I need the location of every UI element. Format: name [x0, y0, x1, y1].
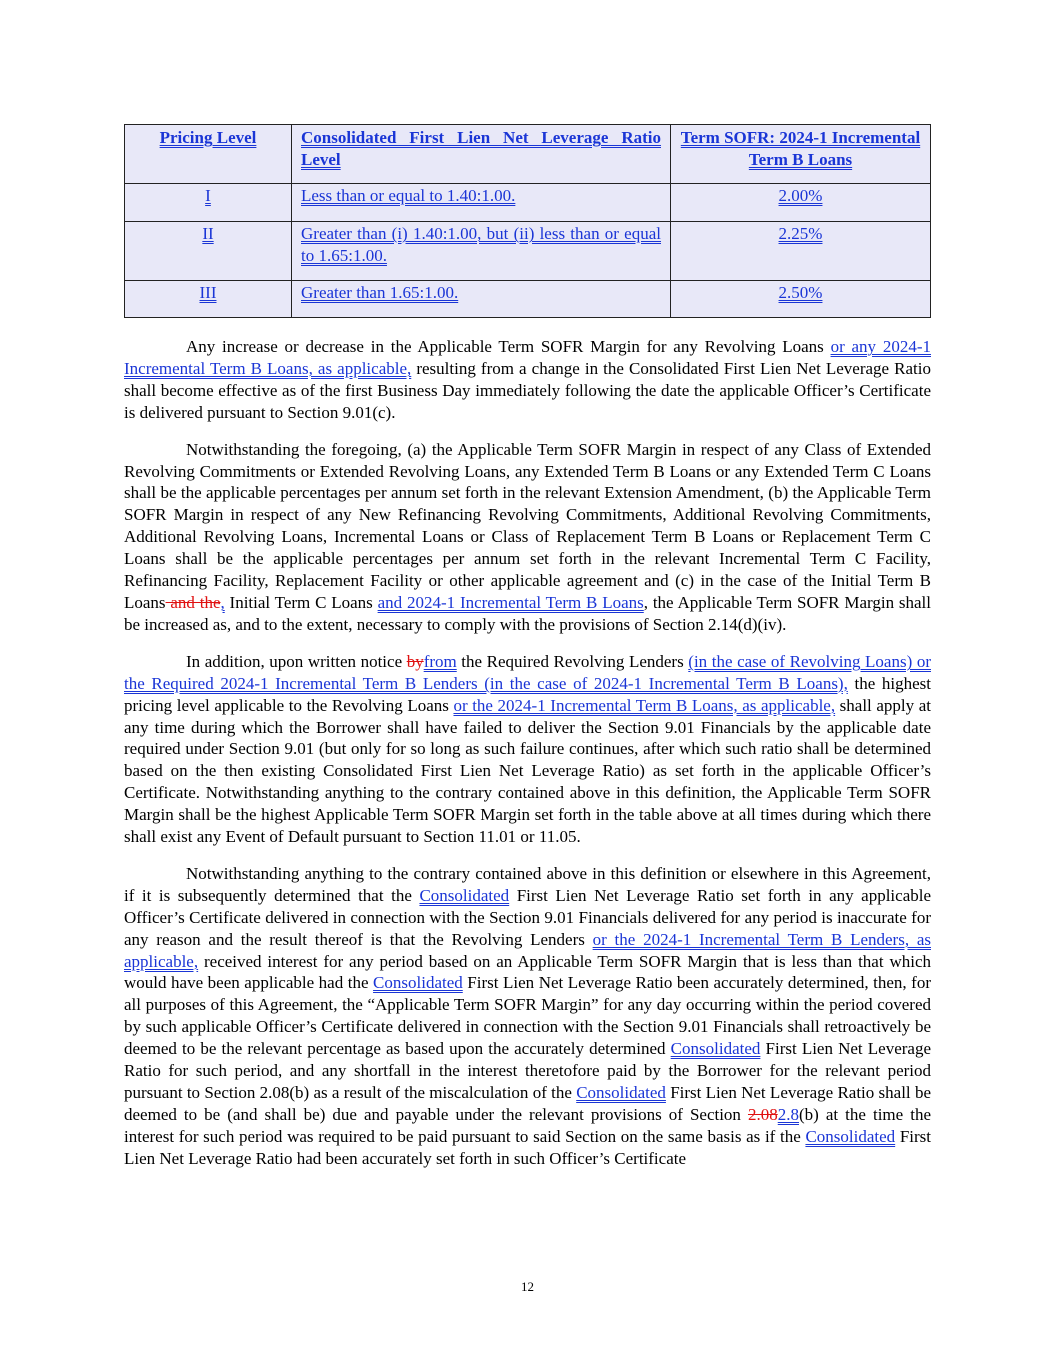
- insertion: or the 2024-1 Incremental Term B Lenders, as applicable,: [124, 929, 931, 971]
- header-term-sofr: Term SOFR: 2024-1 Incremental Term B Loans: [671, 125, 931, 184]
- insertion: (in the case of Revolving Loans) or the Required 2024-1 Incremental Term B Lenders (in the case of 2024-1 Incremental Term B Loans),: [124, 651, 931, 693]
- page-number: 12: [521, 1279, 534, 1294]
- cell-ratio: Greater than (i) 1.40:1.00, but (ii) less than or equal to 1.65:1.00.: [292, 222, 671, 281]
- cell-ratio: Less than or equal to 1.40:1.00.: [292, 184, 671, 222]
- paragraph-written-notice: In addition, upon written notice byfrom the Required Revolving Lenders (in the case of Revolving Loans) or the Required 2024-1 Incremental Term B Lenders (in the case of 2024-1 Incremental Term B Loans), the highest pricing level applicable to the Revolving Loans or the 2024-1 Incremental Term B Loans, as applicable, shall apply at any time during which the Borrower shall have failed to deliver the Section 9.01 Financials by the applicable date required under Section 9.01 (but only for so long as such failure continues, after which such ratio shall be determined based on the then existing Consolidated First Lien Net Leverage Ratio) as set forth in the applicable Officer’s Certificate. Notwithstanding anything to the contrary contained above in this definition, the Applicable Term SOFR Margin shall be the highest Applicable Term SOFR Margin set forth in the table above at all times during which there shall exist any Event of Default pursuant to Section 11.01 or 11.05.: [124, 651, 931, 847]
- insertion: and 2024-1 Incremental Term B Loans: [377, 592, 644, 612]
- paragraph-rate-change: Any increase or decrease in the Applicable Term SOFR Margin for any Revolving Loans or any 2024-1 Incremental Term B Loans, as applicable, resulting from a change in the Consolidated First Lien Net Leverage Ratio shall become effective as of the first Business Day immediately following the date the applicable Officer’s Certificate is delivered pursuant to Section 9.01(c).: [124, 337, 932, 422]
- table-header-row: [125, 125, 931, 184]
- paragraph-inaccurate-ratio: Notwithstanding anything to the contrary contained above in this definition or elsewhere in this Agreement, if it is subsequently determined that the Consolidated First Lien Net Leverage Ratio set forth in any applicable Officer’s Certificate delivered in connection with the Section 9.01 Financials delivered for any period is inaccurate for any reason and the result thereof is that the Revolving Lenders or the 2024-1 Incremental Term B Lenders, as applicable, received interest for any period based on an Applicable Term SOFR Margin that is less than that which would have been applicable had the Consolidated First Lien Net Leverage Ratio been accurately determined, then, for all purposes of this Agreement, the “Applicable Term SOFR Margin” for any day occurring within the period covered by such applicable Officer’s Certificate delivered in connection with the Section 9.01 Financials shall retroactively be deemed to be the relevant percentage as based upon the accurately determined Consolidated First Lien Net Leverage Ratio for such period, and any shortfall in the interest theretofore paid by the Borrower for the relevant period pursuant to Section 2.08(b) as a result of the miscalculation of the Consolidated First Lien Net Leverage Ratio shall be deemed to be (and shall be) due and payable under the relevant provisions of Section 2.082.8(b) at the time the interest for such period was required to be paid pursuant to said Section on the same basis as if the Consolidated First Lien Net Leverage Ratio had been accurately set forth in such Officer’s Certificate: [124, 863, 932, 1168]
- cell-rate: 2.50%: [671, 281, 931, 318]
- table-row: [125, 281, 931, 318]
- table-row: [125, 184, 931, 222]
- cell-rate: 2.00%: [671, 184, 931, 222]
- insertion: or the 2024-1 Incremental Term B Loans, as applicable,: [453, 695, 836, 715]
- insertion: Consolidated: [373, 973, 463, 993]
- insertion: ,: [220, 592, 225, 612]
- table-row: [125, 222, 931, 281]
- cell-rate: 2.25%: [671, 222, 931, 281]
- insertion: Consolidated: [670, 1039, 761, 1059]
- cell-level: III: [125, 281, 292, 318]
- header-ratio-level: Consolidated First Lien Net Leverage Ratio Level: [292, 125, 671, 184]
- cell-level: I: [125, 184, 292, 222]
- insertion: Consolidated: [805, 1126, 896, 1146]
- header-pricing-level: Pricing Level: [125, 125, 292, 184]
- insertion: Consolidated: [419, 885, 510, 905]
- insertion: Consolidated: [576, 1083, 666, 1102]
- pricing-table: [124, 124, 931, 318]
- deletion: and the: [165, 592, 221, 612]
- cell-ratio: Greater than 1.65:1.00.: [292, 281, 671, 318]
- insertion: 2.8: [777, 1104, 799, 1124]
- insertion: from: [423, 651, 457, 671]
- paragraph-notwithstanding-foregoing: Notwithstanding the foregoing, (a) the Applicable Term SOFR Margin in respect of any Class of Extended Revolving Commitments or Extended Revolving Loans, any Extended Term B Loans or any Extended Term C Loans shall be the applicable percentages per annum set forth in the relevant Extension Amendment, (b) the Applicable Term SOFR Margin in respect of any New Refinancing Revolving Commitments, Additional Revolving Commitments, Additional Revolving Loans, Incremental Loans or Class of Replacement Term B Loans or Replacement Term C Loans shall be the applicable percentages per annum set forth in the relevant Incremental Term C Facility, Refinancing Facility, Replacement Facility or other applicable agreement and (c) in the case of the Initial Term B Loans and the, Initial Term C Loans and 2024-1 Incremental Term B Loans, the Applicable Term SOFR Margin shall be increased as, and to the extent, necessary to comply with the provisions of Section 2.14(d)(iv).: [124, 439, 931, 634]
- deletion: 2.08: [747, 1104, 778, 1124]
- insertion: or any 2024-1 Incremental Term B Loans, as applicable,: [124, 337, 931, 378]
- cell-level: II: [125, 222, 292, 281]
- deletion: by: [406, 651, 424, 671]
- document-page: [124, 124, 931, 1170]
